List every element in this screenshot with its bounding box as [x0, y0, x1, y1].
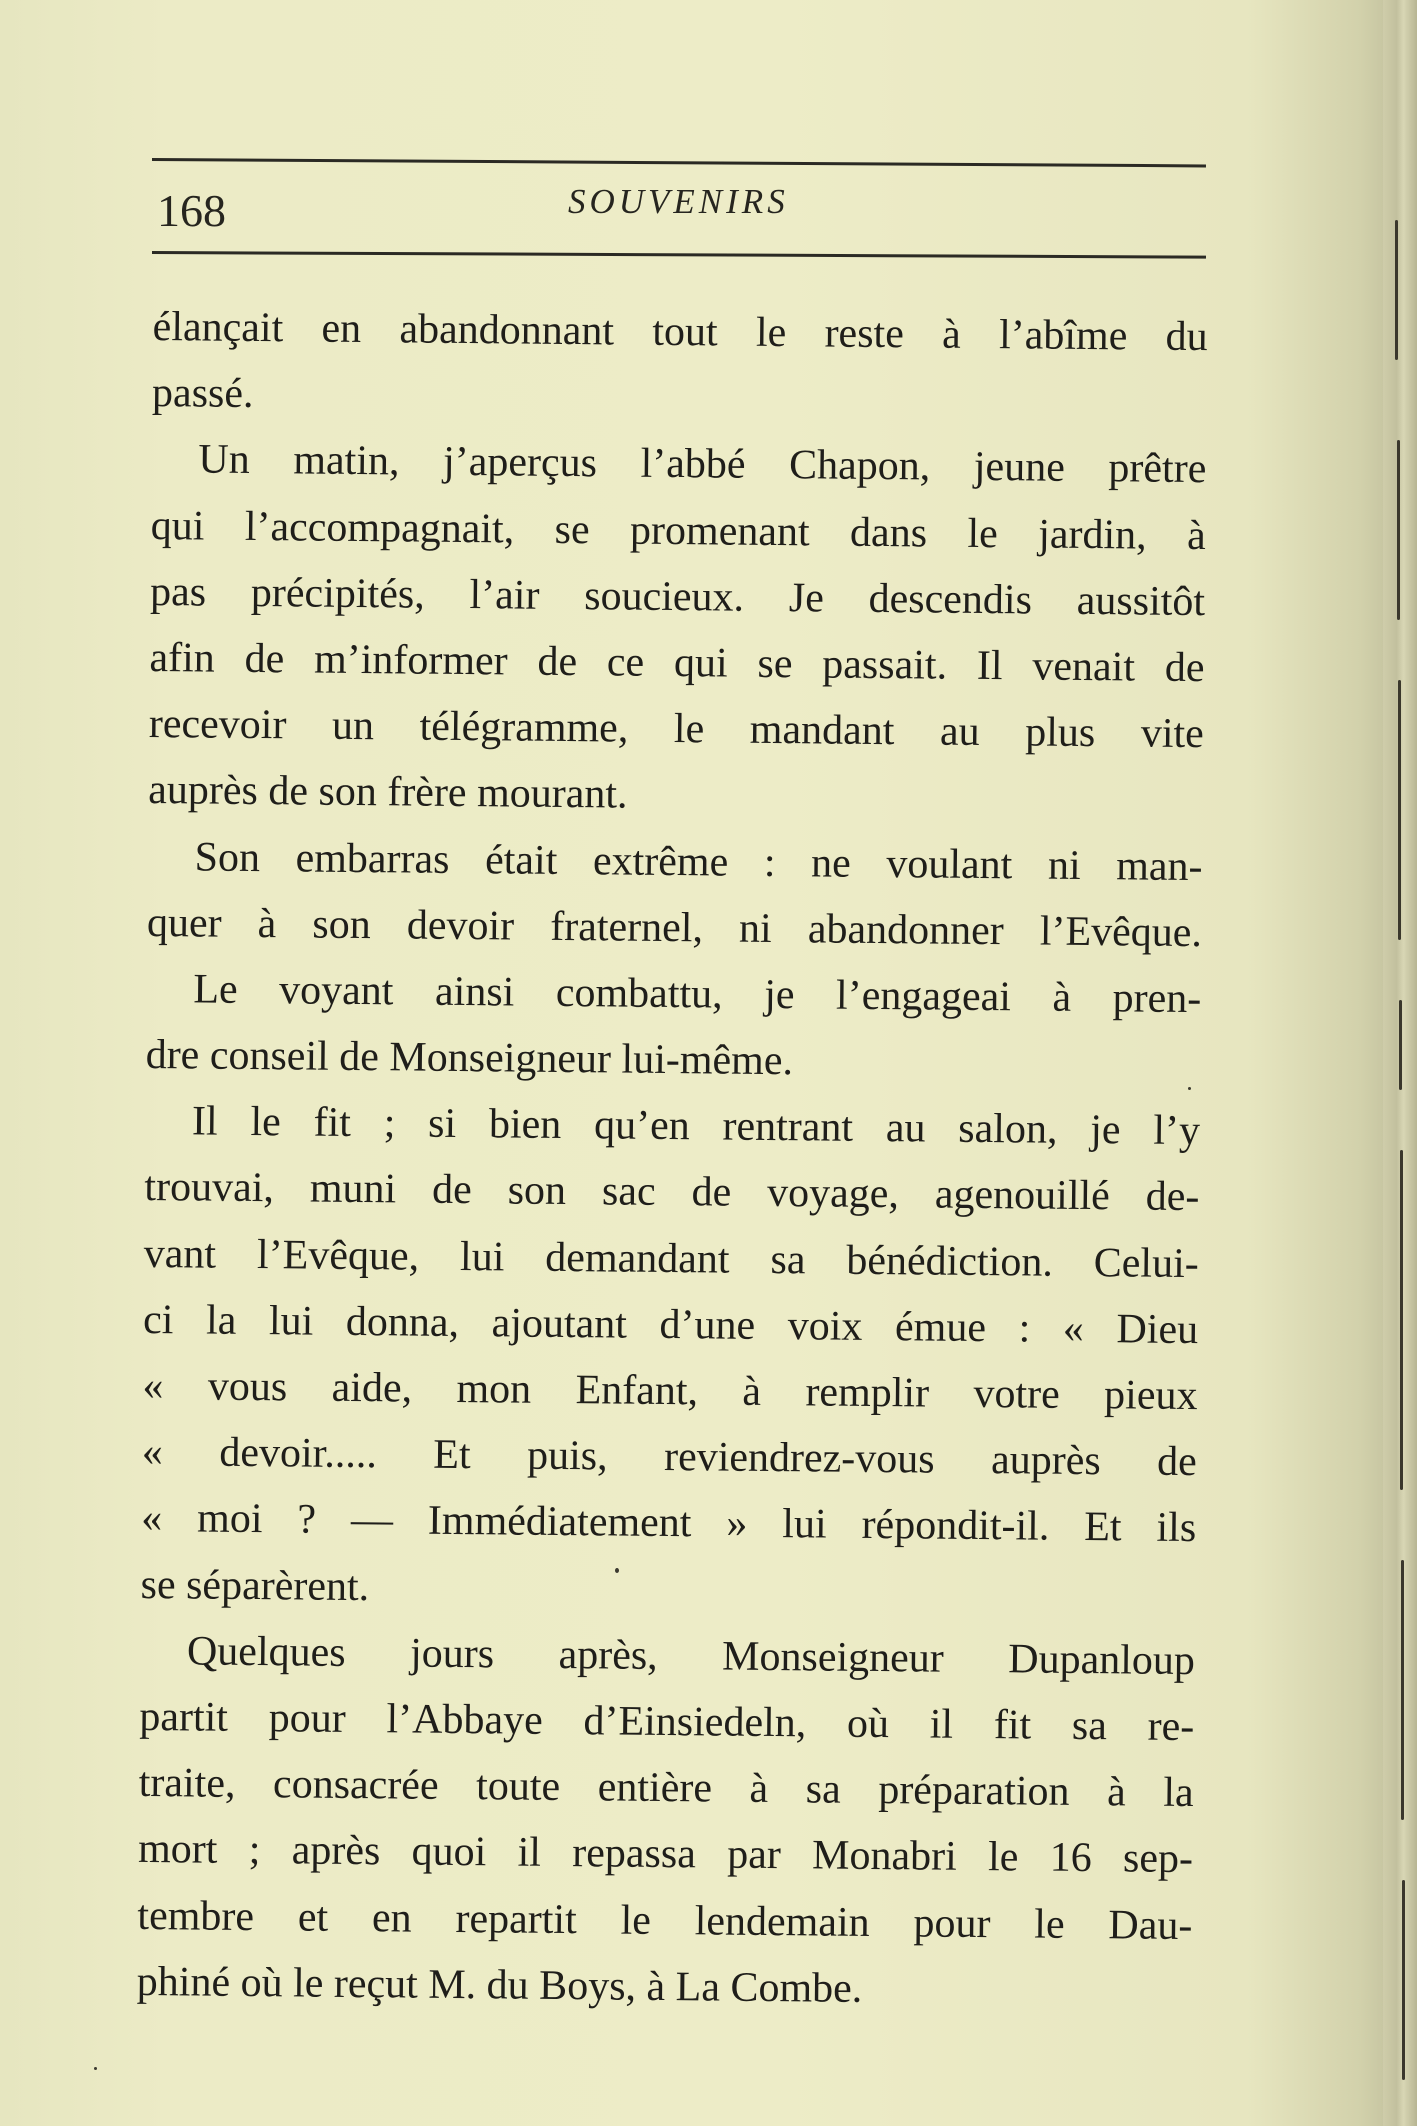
page-edge-mark — [1398, 680, 1401, 940]
text-line: mort ; après quoi il repassa par Monabri le 16 sep- — [137, 1826, 1194, 1883]
page-edge-shadow — [1383, 0, 1417, 2126]
page-edge-mark — [1401, 1560, 1404, 1820]
page-edge-mark — [1400, 1150, 1403, 1490]
page-number: 168 — [157, 185, 226, 236]
page-edge-mark — [1402, 1880, 1405, 2080]
text-line: trouvai, muni de son sac de voyage, agenouillé de- — [144, 1164, 1200, 1221]
text-line: tembre et en repartit le lendemain pour le Dau- — [137, 1892, 1193, 1949]
text-line: pas précipités, l’air soucieux. Je descendis aussitôt — [149, 568, 1206, 625]
text-line: auprès de son frère mourant. — [148, 767, 628, 818]
text-line: qui l’accompagnait, se promenant dans le jardin, à — [150, 502, 1206, 559]
text-line: « devoir..... Et puis, reviendrez-vous auprès de — [141, 1429, 1198, 1486]
text-line: Quelques jours après, Monseigneur Dupanloup — [186, 1628, 1196, 1684]
text-line: élançait en abandonnant tout le reste à l’abîme du — [152, 303, 1208, 361]
running-title: SOUVENIRS — [568, 182, 789, 221]
header-rule-bottom — [152, 251, 1206, 259]
text-line: vant l’Evêque, lui demandant sa bénédiction. Celui- — [143, 1230, 1199, 1287]
text-line: afin de m’informer de ce qui se passait. Il venait de — [149, 634, 1205, 692]
paper-speck — [1188, 1087, 1191, 1090]
text-line: se séparèrent. — [140, 1561, 370, 1610]
text-line: quer à son devoir fraternel, ni abandonner l’Evêque. — [146, 899, 1203, 956]
text-line: Son embarras était extrême : ne voulant ni man- — [194, 833, 1203, 890]
text-line: Un matin, j’aperçus l’abbé Chapon, jeune prêtre — [198, 436, 1207, 493]
text-line: « moi ? — Immédiatement » lui répondit-il. Et ils — [141, 1495, 1197, 1552]
text-line: recevoir un télégramme, le mandant au plus vite — [148, 701, 1205, 758]
text-line: partit pour l’Abbaye d’Einsiedeln, où il fit sa re- — [139, 1693, 1195, 1750]
text-line: ci la lui donna, ajoutant d’une voix émue : « Dieu — [142, 1296, 1199, 1353]
header-rule-top — [152, 158, 1206, 167]
page-edge-mark — [1399, 1000, 1402, 1090]
text-line: traite, consacrée toute entière à sa préparation à la — [138, 1760, 1194, 1817]
paper-speck — [94, 2067, 97, 2070]
text-line: dre conseil de Monseigneur lui-même. — [145, 1032, 794, 1085]
paper-speck — [615, 1568, 619, 1573]
page-edge-mark — [1397, 440, 1400, 620]
body-text — [136, 294, 1207, 2025]
text-line: passé. — [151, 370, 254, 418]
text-line: phiné où le reçut M. du Boys, à La Combe. — [136, 1958, 863, 2012]
text-line: « vous aide, mon Enfant, à remplir votre pieux — [142, 1362, 1198, 1420]
running-header — [152, 176, 1206, 240]
text-line: Il le fit ; si bien qu’en rentrant au salon, je l’y — [191, 1098, 1201, 1155]
text-line: Le voyant ainsi combattu, je l’engageai à pren- — [193, 966, 1202, 1022]
page-edge-mark — [1395, 220, 1398, 360]
